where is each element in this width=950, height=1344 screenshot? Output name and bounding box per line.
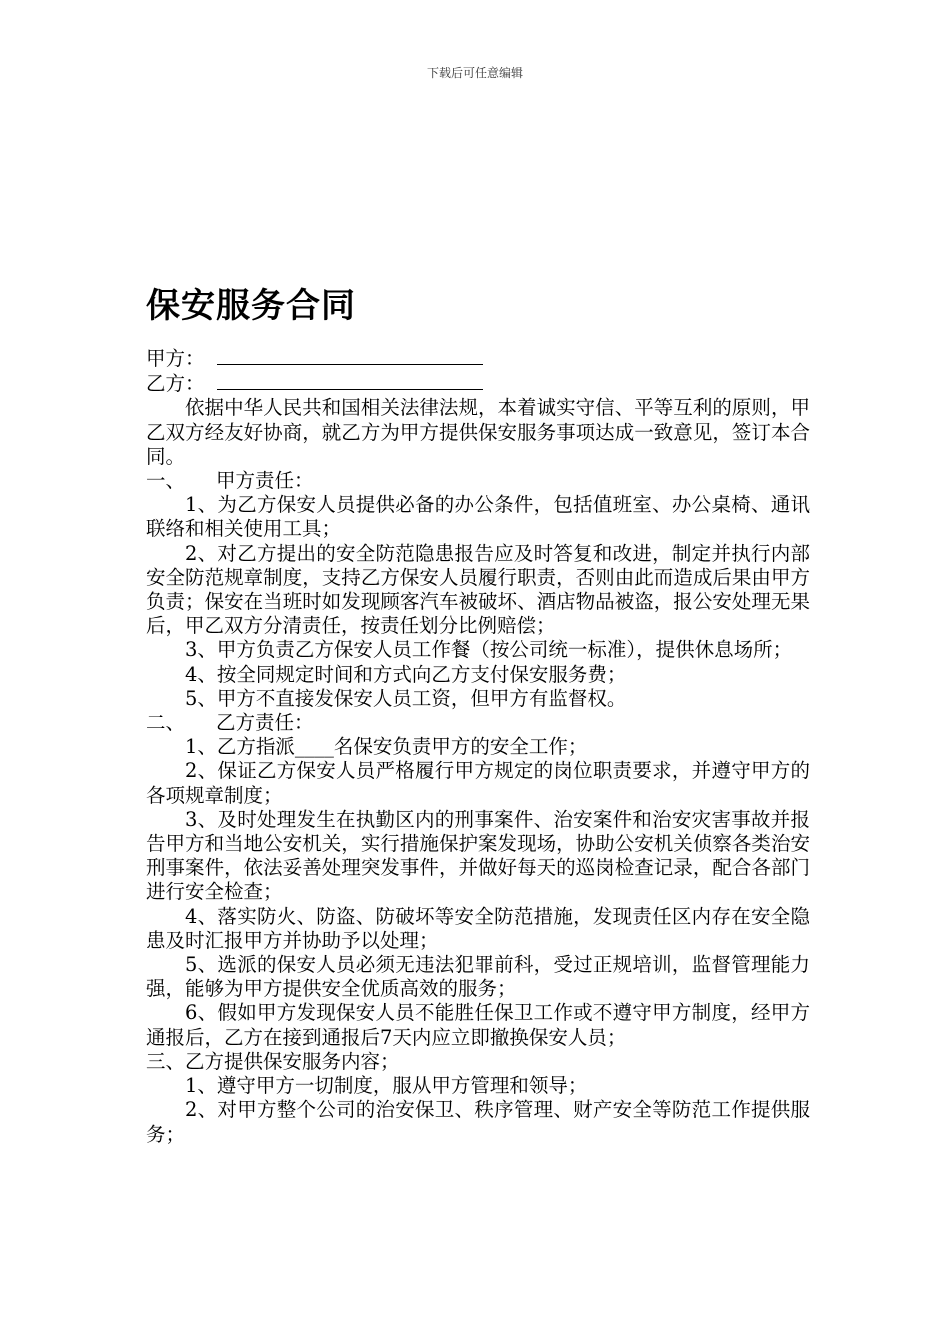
page-header-note: 下载后可任意编辑	[426, 66, 523, 80]
section-3-heading: 三、乙方提供保安服务内容；	[146, 1049, 400, 1073]
section-2-item: 3、及时处理发生在执勤区内的刑事案件、治安案件和治安灾害事故并报告甲方和当地公安机关，实行措施保护案发现场，协助公安机关侦察各类治安刑事案件，依法妥善处理突发事件，并做好每天的巡岗检查记录，配合各部门进行安全检查；	[146, 807, 810, 904]
section-1-number: 一、	[146, 469, 186, 493]
section-2-number: 二、	[146, 711, 186, 735]
section-1-item: 1、为乙方保安人员提供必备的办公条件，包括值班室、办公桌椅、通讯联络和相关使用工具；	[146, 493, 810, 541]
section-1-title: 甲方责任：	[216, 469, 314, 493]
section-2-item: 5、选派的保安人员必须无违法犯罪前科，受过正规培训，监督管理能力强，能够为甲方提供安全优质高效的服务；	[146, 953, 810, 1001]
section-2-item-1-prefix: 1、乙方指派	[185, 735, 295, 759]
section-1-item: 4、按全同规定时间和方式向乙方支付保安服务费；	[185, 662, 627, 686]
party-b-label: 乙方：	[146, 372, 205, 396]
contract-body	[146, 346, 810, 1147]
section-2-heading	[146, 711, 810, 735]
section-1-heading	[146, 469, 810, 493]
section-3-item: 1、遵守甲方一切制度，服从甲方管理和领导；	[185, 1074, 588, 1098]
party-a-line	[146, 346, 810, 371]
party-a-blank[interactable]	[217, 346, 483, 365]
section-2-item: 4、落实防火、防盗、防破坏等安全防范措施，发现责任区内存在安全隐患及时汇报甲方并协助予以处理；	[146, 904, 810, 952]
party-b-line	[146, 371, 810, 396]
party-a-label: 甲方：	[146, 347, 205, 370]
section-2-item: 2、保证乙方保安人员严格履行甲方规定的岗位职责要求，并遵守甲方的各项规章制度；	[146, 759, 810, 807]
intro-paragraph: 依据中华人民共和国相关法律法规，本着诚实守信、平等互利的原则，甲乙双方经友好协商，就乙方为甲方提供保安服务事项达成一致意见，签订本合同。	[146, 396, 810, 468]
section-3-item: 2、对甲方整个公司的治安保卫、秩序管理、财产安全等防范工作提供服务；	[146, 1098, 810, 1146]
guard-count-blank[interactable]: ____	[294, 735, 334, 759]
section-2-title: 乙方责任：	[216, 711, 314, 735]
document-title: 保安服务合同	[146, 286, 356, 326]
section-2-item: 6、假如甲方发现保安人员不能胜任保卫工作或不遵守甲方制度，经甲方通报后，乙方在接到通报后7天内应立即撤换保安人员；	[146, 1001, 810, 1049]
section-1-item: 2、对乙方提出的安全防范隐患报告应及时答复和改进，制定并执行内部安全防范规章制度，支持乙方保安人员履行职责，否则由此而造成后果由甲方负责；保安在当班时如发现顾客汽车被破坏、酒店物品被盗，报公安处理无果后，甲乙双方分清责任，按责任划分比例赔偿；	[146, 541, 810, 638]
section-2-item-1-suffix: 名保安负责甲方的安全工作；	[333, 735, 588, 759]
section-2-item-1	[146, 735, 810, 759]
party-b-blank[interactable]	[217, 371, 483, 390]
section-1-item: 3、甲方负责乙方保安人员工作餐（按公司统一标准），提供休息场所；	[185, 638, 793, 662]
section-1-item: 5、甲方不直接发保安人员工资，但甲方有监督权。	[185, 686, 627, 710]
